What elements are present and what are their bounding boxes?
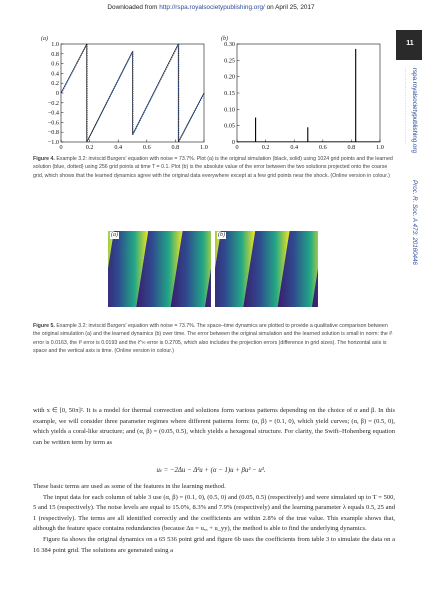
fig4-caption-text: Example 3.2: inviscid Burgers' equation with noise = 73.7%. Plot (a) is the original simulation (black, solid) using 1024 grid points and the learned solution (blue, dotted) using 256 grid points at time T = 0.1. Plot (b) is the absolute value of the error between the two solutions projected onto the coarse grid, which shows that the learned dynamics agree with the original data everywhere except at a few grid points near the shock. (Online version in colour.) <box>33 156 393 179</box>
fig4-caption <box>33 155 393 180</box>
body-para-3-text: The input data for each column of table 3 use (α, β) = (0.1, 0), (0.5, 0) and (0.05, 0.5) (respectively) and were simulated up to T = 500, 5 and 15 (respectively). The noise levels are equal to 15.0%, 8.3% and 7.9% (respectively) and the learning parameter λ equals 0.5, 25 and 1 (respectively). The terms are all identified correctly and the coefficients are within 2.8% of the true value. This example shows that, although the feature space contains redundancies (because Δu = uₓₓ + u_yy), the method is able to find the underlying dynamics. <box>33 493 395 533</box>
fig4a-y-tick-label: −0.6 <box>47 119 59 127</box>
fig4-panel-a-label: (a) <box>41 36 48 42</box>
fig4a-y-tick-label: −1.0 <box>47 139 59 146</box>
fig4a-y-tick-label: −0.2 <box>47 99 59 107</box>
fig4b-y-tick-label: 0.10 <box>224 106 235 114</box>
fig4b-x-tick-label: 0.2 <box>261 144 270 151</box>
body-para-1-text: with x ∈ [0, 50π]². It is a model for thermal convection and solutions form various patterns depending on the choice of α and β. In this example, we will consider three parameter regimes where different patterns form: (α, β) = (0.1, 0), which yield curves; (α, β) = (0.5, 0), which yields a coral-like structure; and (α, β) = (0.05, 0.5), which yields a hexagonal structure. For clarity, the Swift–Hohenberg equation can be written term by term as <box>33 407 395 446</box>
fig4b-axes-frame <box>237 44 380 142</box>
fig5-heatmap-a-svg <box>108 231 211 307</box>
side-journal-url[interactable]: rspa.royalsocietypublishing.org <box>411 68 418 153</box>
fig4b-y-tick-label: 0.05 <box>224 122 235 130</box>
body-paragraph-1 <box>33 406 395 448</box>
fig5-heatmap-a <box>108 231 211 307</box>
fig4b-x-tick-label: 0.8 <box>347 144 356 151</box>
fig5-caption-title: Figure 5. <box>33 323 55 329</box>
fig4b-x-tick-label: 1.0 <box>376 144 384 151</box>
fig4b-y-tick-label: 0.25 <box>224 57 235 65</box>
fig4b-y-tick-label: 0.20 <box>224 73 235 81</box>
side-journal-dots: ................................................ <box>403 68 409 145</box>
fig4b-x-tick-label: 0.4 <box>290 144 299 151</box>
fig5-caption-text: Example 3.2: inviscid Burgers' equation with noise = 73.7%. The space–time dynamics are plotted to provide a qualitative comparison between the original simulation (a) and the learned dynamics (b) over time. The error between the original simulation and the learned solution is small in norm: the ℓ¹ error is 0.0163, the ℓ² error is 0.0193 and the ℓ^∞ error is 0.2705, which also includes the projection errors (difference in grid sizes). The horizontal axis is space and the vertical axis is time. (Online version in colour.) <box>33 323 393 355</box>
download-link[interactable]: http://rspa.royalsocietypublishing.org/ <box>159 4 265 11</box>
fig4b-y-tick-label: 0.15 <box>224 90 235 97</box>
fig5-panel-b-label: (b) <box>218 232 225 238</box>
download-suffix: on April 25, 2017 <box>264 4 315 11</box>
fig4b-x-tick-label: 0 <box>235 144 239 151</box>
fig4a-y-tick-label: 0.4 <box>51 70 59 78</box>
fig4a-y-tick-label: 0.2 <box>51 80 59 88</box>
body-paragraph-2 <box>33 482 395 556</box>
fig4-panel-b-label: (b) <box>221 36 228 42</box>
fig4a-y-tick-label: −0.4 <box>47 109 59 117</box>
fig5-heatmap-b <box>215 231 318 307</box>
fig5-panel-a-label: (a) <box>111 232 118 238</box>
fig4b-y-tick-label: 0 <box>231 139 235 146</box>
body-para-4-text: Figure 6a shows the original dynamics on a 65 536 point grid and figure 6b uses the coefficients from table 3 to simulate the data on a 16 384 point grid. The solutions are generated using a <box>33 535 395 554</box>
fig4a-x-tick-label: 0.8 <box>171 144 180 151</box>
fig5-heatmap-b-svg <box>215 231 318 307</box>
fig4b-x-tick-label: 0.6 <box>318 144 327 151</box>
swift-hohenberg-equation: uₜ = −2Δu − Δ²u + (α − 1)u + βu² − u³. <box>156 467 266 474</box>
fig4a-y-tick-label: 0 <box>55 90 59 97</box>
fig4-caption-title: Figure 4. <box>33 156 55 162</box>
page-number: 11 <box>406 40 414 47</box>
download-prefix: Downloaded from <box>107 4 160 11</box>
fig4a-y-tick-label: 0.8 <box>51 50 59 58</box>
fig4a-y-tick-label: 0.6 <box>51 60 59 68</box>
fig5-caption <box>33 322 393 356</box>
fig4a-y-tick-label: 1.0 <box>51 41 59 48</box>
fig4a-x-tick-label: 0 <box>59 144 63 151</box>
fig4b-y-tick-label: 0.30 <box>224 41 235 48</box>
fig4a-x-tick-label: 1.0 <box>200 144 208 151</box>
body-para-2-text: These basic terms are used as some of the features in the learning method. <box>33 483 226 490</box>
side-journal-citation: Proc. R. Soc. A 473: 20160446 <box>411 180 418 265</box>
fig4a-x-tick-label: 0.4 <box>114 144 123 151</box>
fig4a-y-tick-label: −0.8 <box>47 129 59 137</box>
fig4a-x-tick-label: 0.2 <box>85 144 94 151</box>
fig4a-x-tick-label: 0.6 <box>142 144 151 151</box>
